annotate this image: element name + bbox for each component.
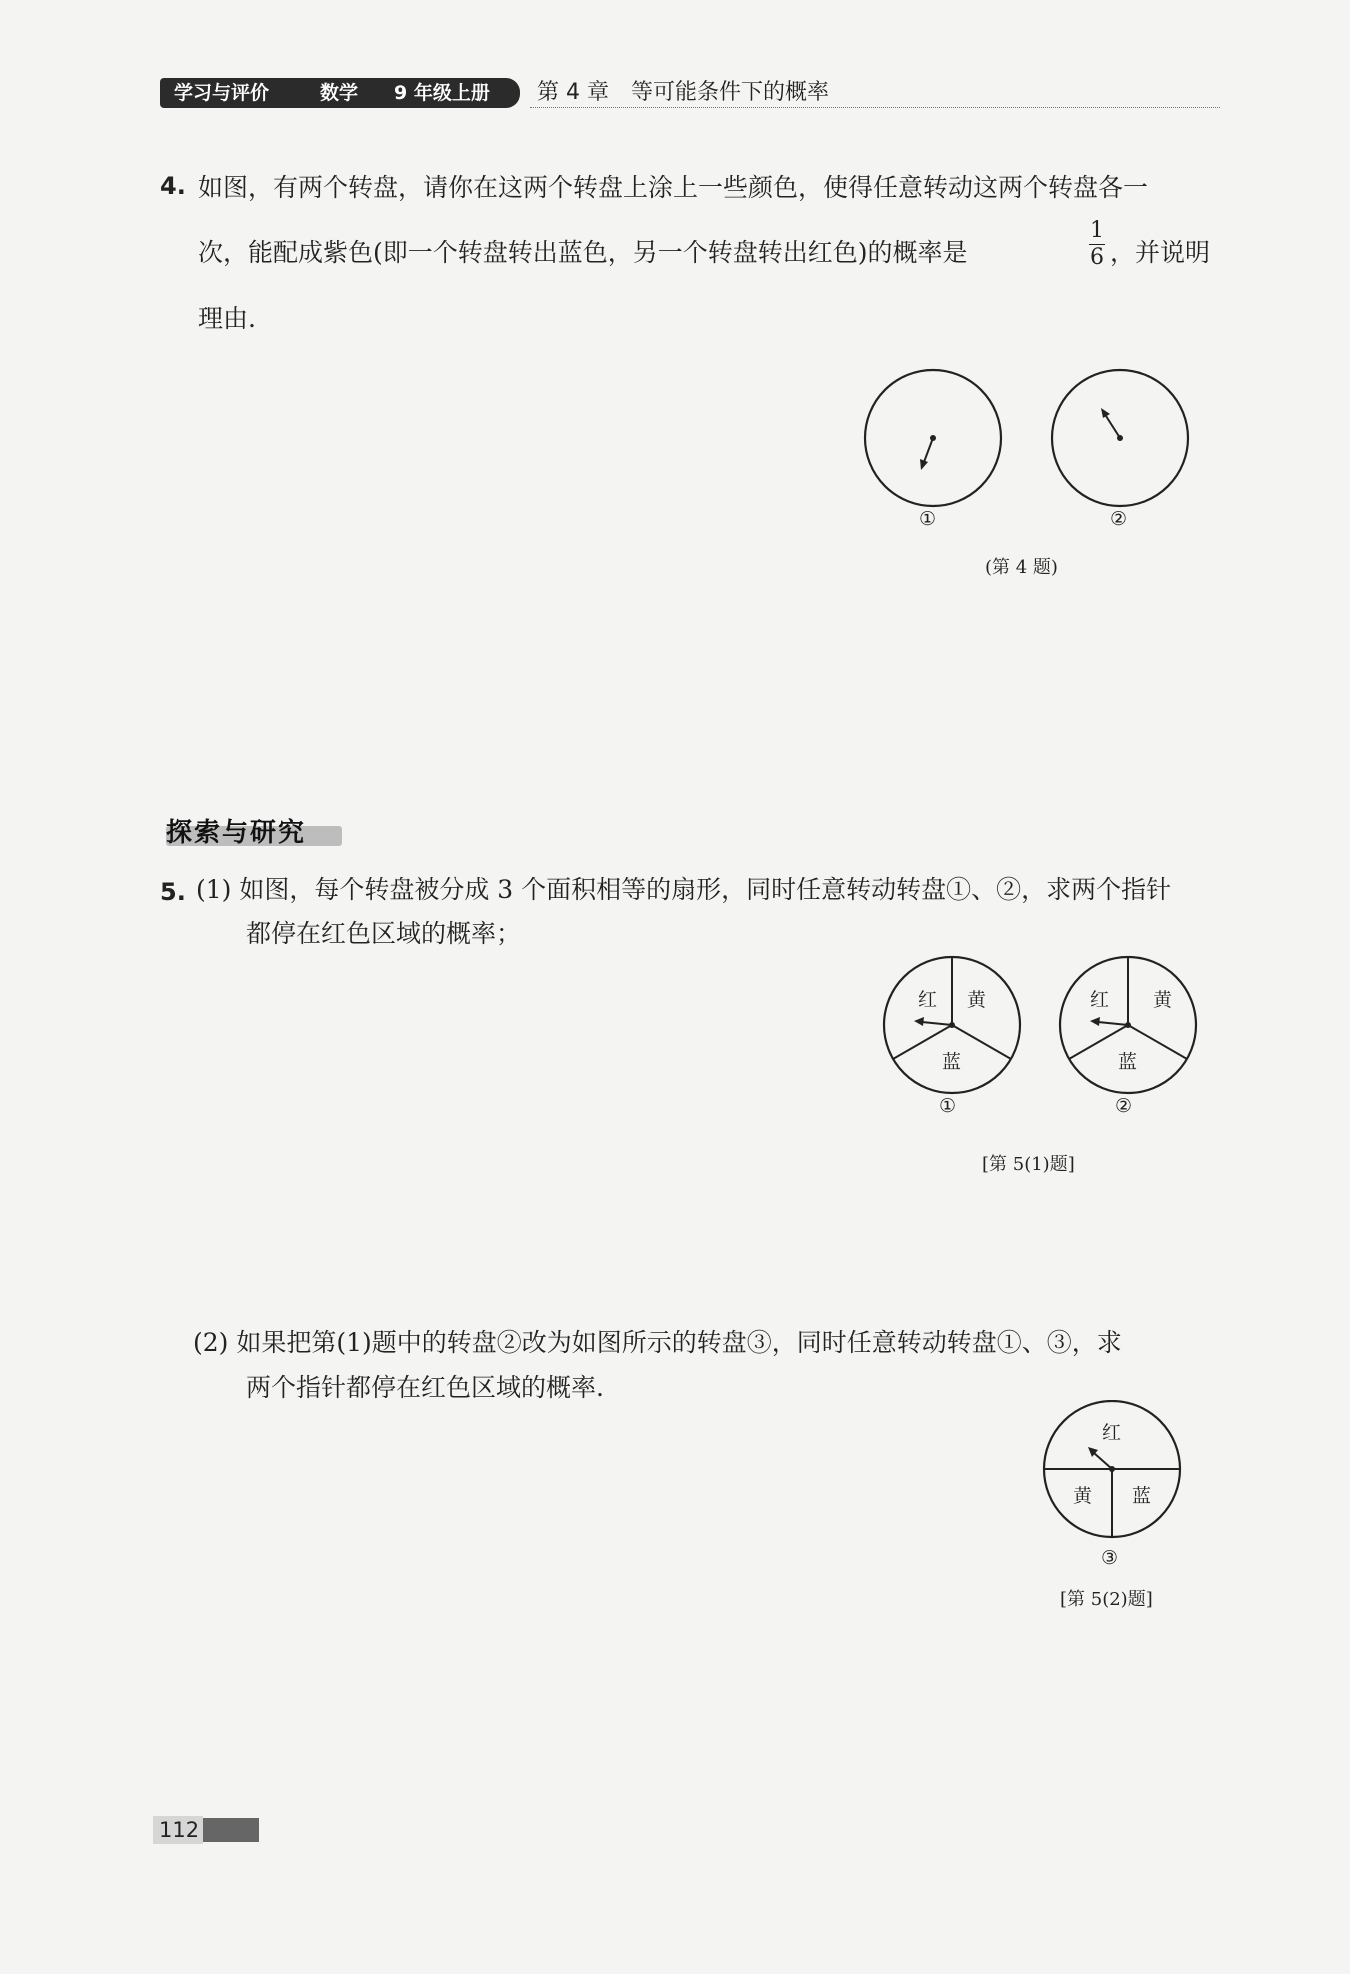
blank-spinner-2 [1052,370,1188,506]
question-5-part-1-caption: [第 5(1)题] [982,1154,1075,1175]
three-sector-spinner-1 [884,957,1020,1093]
question-4-line-3: 理由. [198,304,256,333]
question-5-part-1-line-1: (1) 如图，每个转盘被分成 3 个面积相等的扇形，同时任意转动转盘①、②，求两个指针 [196,875,1172,904]
question-4-line-2b: ，并说明 [1110,238,1211,267]
grade-label: 9 年级上册 [394,82,490,104]
page-number-box [153,1816,259,1844]
sector-red: 红 [1102,1422,1122,1444]
fraction-one-sixth [1089,218,1105,271]
sector-yellow: 黄 [1073,1485,1093,1507]
subject-label: 数学 [320,82,359,104]
page-number: 112 [159,1818,200,1842]
book-title: 学习与评价 [174,82,270,104]
sector-yellow: 黄 [1153,989,1173,1011]
sector-blue: 蓝 [1132,1485,1152,1507]
question-5-part-2-line-2: 两个指针都停在红色区域的概率. [246,1373,604,1402]
chapter-title: 第 4 章 等可能条件下的概率 [537,80,829,105]
sector-red: 红 [1090,989,1110,1011]
blank-spinner-1 [865,370,1001,506]
question-4-number: 4. [160,172,186,200]
three-sector-spinner-3 [1044,1401,1180,1537]
section-heading [160,812,346,848]
section-heading-text: 探索与研究 [166,818,307,848]
header-divider [530,107,1220,108]
fraction-numerator: 1 [1090,218,1104,243]
spinner-1-label: ① [939,1095,957,1117]
three-sector-spinner-2 [1060,957,1196,1093]
sector-blue: 蓝 [1118,1051,1138,1073]
spinner-1-label: ① [919,508,937,530]
spinner-2-label: ② [1115,1095,1133,1117]
sector-red: 红 [918,989,938,1011]
question-4-spinners [850,360,1200,520]
question-4-caption: (第 4 题) [985,557,1058,578]
question-5-part-2-line-1: (2) 如果把第(1)题中的转盘②改为如图所示的转盘③，同时任意转动转盘①、③，求 [193,1328,1122,1357]
question-4-line-2a: 次，能配成紫色(即一个转盘转出蓝色，另一个转盘转出红色)的概率是 [198,238,968,267]
fraction-denominator: 6 [1090,245,1104,270]
page-number-bar [203,1818,259,1842]
sector-blue: 蓝 [942,1051,962,1073]
sector-yellow: 黄 [967,989,987,1011]
question-5-spinners [870,950,1210,1110]
spinner-2-label: ② [1110,508,1128,530]
question-5-spinner-3 [1030,1400,1190,1550]
spinner-3-label: ③ [1101,1547,1119,1569]
question-5-part-1-line-2: 都停在红色区域的概率； [246,919,522,948]
question-5-part-2-caption: [第 5(2)题] [1060,1589,1153,1610]
question-4-line-1: 如图，有两个转盘，请你在这两个转盘上涂上一些颜色，使得任意转动这两个转盘各一 [198,173,1149,202]
question-5-number: 5. [160,878,186,906]
book-header-band [160,78,520,108]
